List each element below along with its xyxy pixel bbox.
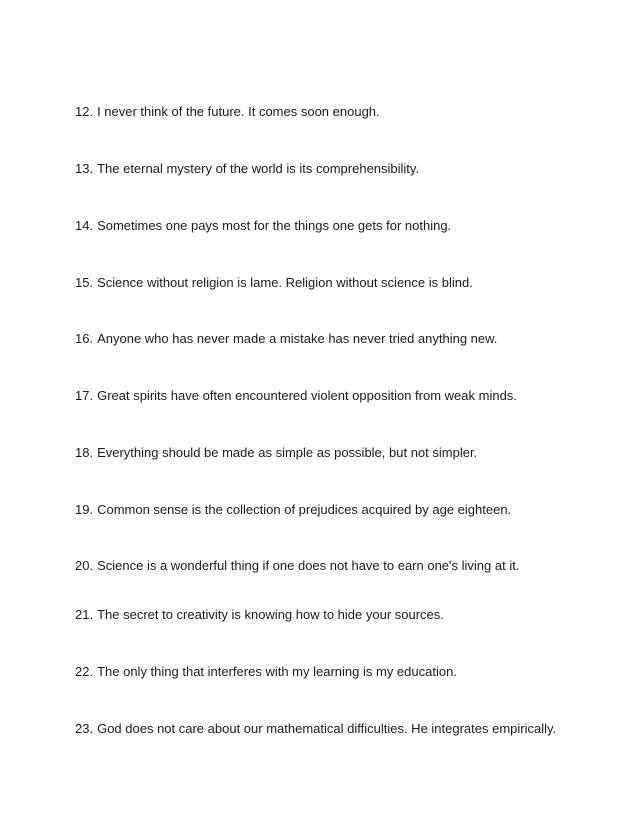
- quote-item: [75, 331, 497, 347]
- quote-text: Science without religion is lame. Religion without science is blind.: [97, 275, 473, 290]
- quote-item: [75, 558, 519, 574]
- quote-text: Sometimes one pays most for the things one gets for nothing.: [97, 218, 452, 233]
- quote-number: 13.: [75, 161, 94, 176]
- quote-text: I never think of the future. It comes soon enough.: [97, 104, 380, 119]
- quote-text: Common sense is the collection of prejudices acquired by age eighteen.: [97, 502, 512, 517]
- quote-item: [75, 607, 444, 623]
- quote-text: Everything should be made as simple as possible, but not simpler.: [97, 445, 478, 460]
- quote-item: [75, 502, 511, 518]
- quote-item: [75, 275, 473, 291]
- quote-text: Great spirits have often encountered violent opposition from weak minds.: [97, 388, 517, 403]
- quote-number: 18.: [75, 445, 94, 460]
- quote-text: Anyone who has never made a mistake has never tried anything new.: [97, 331, 498, 346]
- quote-number: 17.: [75, 388, 94, 403]
- quote-item: [75, 664, 457, 680]
- quote-item: [75, 445, 477, 461]
- quote-item: [75, 721, 556, 737]
- quote-text: The eternal mystery of the world is its comprehensibility.: [97, 161, 420, 176]
- quote-number: 22.: [75, 664, 94, 679]
- quote-number: 12.: [75, 104, 94, 119]
- quote-item: [75, 388, 517, 404]
- quote-text: Science is a wonderful thing if one does not have to earn one's living at it.: [97, 558, 520, 573]
- quote-number: 20.: [75, 558, 94, 573]
- quote-number: 15.: [75, 275, 94, 290]
- quote-item: [75, 161, 419, 177]
- quote-item: [75, 104, 380, 120]
- quote-text: The secret to creativity is knowing how to hide your sources.: [97, 607, 444, 622]
- quote-number: 16.: [75, 331, 94, 346]
- quote-number: 23.: [75, 721, 94, 736]
- quote-number: 19.: [75, 502, 94, 517]
- quote-text: The only thing that interferes with my learning is my education.: [97, 664, 457, 679]
- quote-text: God does not care about our mathematical difficulties. He integrates empirically.: [97, 721, 557, 736]
- quote-number: 14.: [75, 218, 94, 233]
- quote-item: [75, 218, 451, 234]
- quote-number: 21.: [75, 607, 94, 622]
